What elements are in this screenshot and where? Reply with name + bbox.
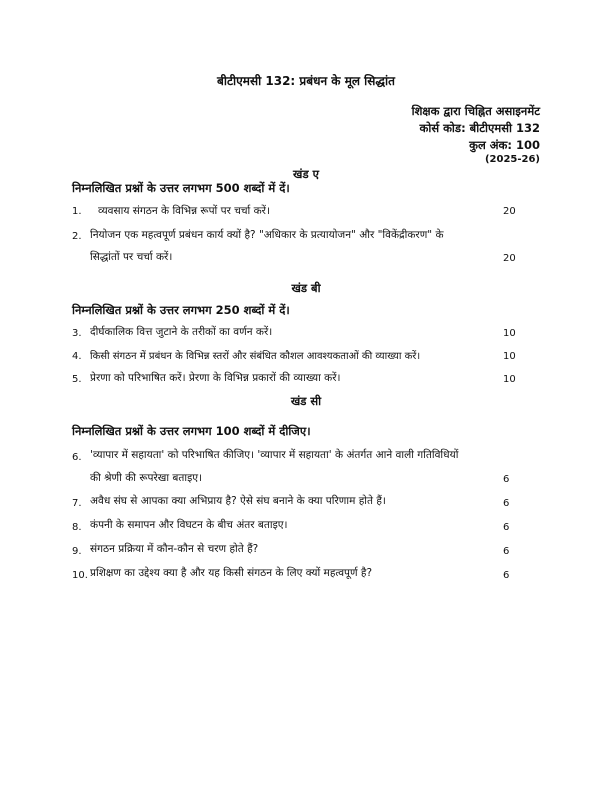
section-c-instruction: निम्नलिखित प्रश्नों के उत्तर लगभग 100 शब्दों में दीजिए। — [72, 424, 311, 438]
question-text: प्रशिक्षण का उद्देश्य क्या है और यह किसी संगठन के लिए क्यों महत्वपूर्ण है? — [90, 567, 373, 579]
question-marks: 20 — [503, 206, 516, 217]
question-text: व्यवसाय संगठन के विभिन्न रूपों पर चर्चा करें। — [98, 205, 270, 217]
question-text: प्रेरणा को परिभाषित करें। प्रेरणा के विभिन्न प्रकारों की व्याख्या करें। — [90, 372, 341, 384]
question-number: 6. — [72, 452, 82, 463]
question-marks: 6 — [503, 570, 510, 581]
question-text: अवैध संघ से आपका क्या अभिप्राय है? ऐसे संघ बनाने के क्या परिणाम होते हैं। — [90, 495, 386, 507]
question-text: संगठन प्रक्रिया में कौन-कौन से चरण होते हैं? — [90, 543, 259, 555]
course-code: कोर्स कोड: बीटीएमसी 132 — [419, 121, 540, 135]
question-number: 3. — [72, 328, 82, 339]
question-text: कंपनी के समापन और विघटन के बीच अंतर बताइए। — [90, 519, 288, 531]
question-marks: 6 — [503, 474, 510, 485]
section-b-heading: खंड बी — [291, 281, 321, 295]
question-number: 9. — [72, 546, 82, 557]
assignment-type: शिक्षक द्वारा चिह्नित असाइनमेंट — [411, 104, 540, 118]
question-number: 5. — [72, 374, 82, 385]
page-title: बीटीएमसी 132: प्रबंधन के मूल सिद्धांत — [217, 74, 395, 88]
question-marks: 10 — [503, 351, 516, 362]
question-marks: 20 — [503, 253, 516, 264]
question-marks: 6 — [503, 546, 510, 557]
question-text-continued: की श्रेणी की रूपरेखा बताइए। — [90, 472, 203, 484]
question-text: 'व्यापार में सहायता' को परिभाषित कीजिए। 'व्यापार में सहायता' के अंतर्गत आने वाली गतिविधियों — [90, 449, 459, 461]
section-a-instruction: निम्नलिखित प्रश्नों के उत्तर लगभग 500 शब्दों में दें। — [72, 181, 290, 195]
question-number: 8. — [72, 522, 82, 533]
question-number: 7. — [72, 498, 82, 509]
question-text: किसी संगठन में प्रबंधन के विभिन्न स्तरों और संबंधित कौशल आवश्यकताओं की व्याख्या करें। — [90, 351, 421, 362]
question-number: 1. — [72, 206, 82, 217]
session-year: (2025-26) — [484, 154, 540, 165]
question-marks: 6 — [503, 498, 510, 509]
section-a-heading: खंड ए — [293, 167, 319, 181]
question-text-continued: सिद्धांतों पर चर्चा करें। — [90, 251, 173, 263]
question-marks: 6 — [503, 522, 510, 533]
question-text: नियोजन एक महत्वपूर्ण प्रबंधन कार्य क्यों है? "अधिकार के प्रत्यायोजन" और "विकेंद्रीकरण" के — [90, 229, 444, 241]
question-number: 2. — [72, 231, 82, 242]
question-number: 10. — [72, 570, 88, 581]
total-marks: कुल अंक: 100 — [469, 138, 540, 152]
section-b-instruction: निम्नलिखित प्रश्नों के उत्तर लगभग 250 शब्दों में दें। — [72, 303, 290, 317]
question-marks: 10 — [503, 374, 516, 385]
section-c-heading: खंड सी — [290, 394, 322, 408]
question-marks: 10 — [503, 328, 516, 339]
question-number: 4. — [72, 351, 82, 362]
question-text: दीर्घकालिक वित्त जुटाने के तरीकों का वर्णन करें। — [90, 326, 273, 338]
